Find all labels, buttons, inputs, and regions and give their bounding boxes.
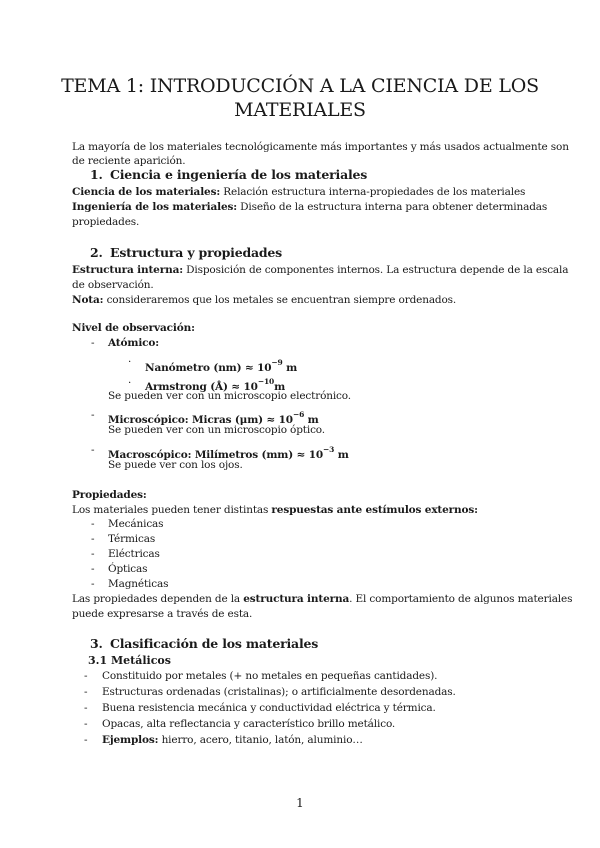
dash-bullet: - [91,444,95,456]
dash-bullet: - [91,337,95,349]
nivel-heading: Nivel de observación: [72,322,195,334]
prop-item: Mecánicas [108,518,164,530]
micro-note: Se pueden ver con un microscopio óptico. [108,424,325,436]
propiedades-end-1: Las propiedades dependen de la estructura interna. El comportamiento de algunos materiales [72,593,573,605]
prop-item: Magnéticas [108,578,169,590]
propiedades-heading: Propiedades: [72,489,147,501]
dash-bullet: - [91,563,95,575]
page-number: 1 [296,796,304,810]
dash-bullet: - [91,533,95,545]
armstrong-line: Armstrong (Å) ≈ $10^{-10}m$ [145,377,286,393]
title-line-1: TEMA 1: INTRODUCCIÓN A LA CIENCIA DE LOS [61,75,539,97]
prop-item: Térmicas [108,533,156,545]
s2-line-3: Nota: consideraremos que los metales se encuentran siempre ordenados. [72,294,457,306]
dash-bullet: - [84,670,88,682]
s1-line-1: Ciencia de los materiales: Relación estructura interna-propiedades de los materiales [72,186,526,198]
section-1-heading: Ciencia e ingeniería de los materiales [110,167,368,182]
title-line-2: MATERIALES [234,99,366,121]
dot-bullet: · [128,356,132,368]
metalicos-item: Estructuras ordenadas (cristalinas); o artificialmente desordenadas. [102,686,456,698]
dash-bullet: - [91,409,95,421]
nivel-macroscopico: Macroscópico: Milímetros $(mm) \approx 10^{-3}$ m [108,445,349,461]
section-1-number: 1. [90,167,103,182]
prop-item: Eléctricas [108,548,160,560]
metalicos-ejemplos: Ejemplos: hierro, acero, titanio, latón, aluminio… [102,734,363,746]
intro-line-2: de reciente aparición. [72,155,186,167]
s2-line-2: de observación. [72,279,154,291]
metalicos-item: Opacas, alta reflectancia y característico brillo metálico. [102,718,396,730]
dot-bullet: · [128,377,132,389]
nivel-atomico: Atómico: [108,337,159,349]
s1-line-3: propiedades. [72,216,140,228]
dash-bullet: - [84,734,88,746]
dash-bullet: - [84,718,88,730]
subsection-metalicos: 3.1 Metálicos [88,654,171,667]
s2-line-1: Estructura interna: Disposición de componentes internos. La estructura depende de la escala [72,264,569,276]
dash-bullet: - [91,578,95,590]
metalicos-item: Constituido por metales (+ no metales en pequeñas cantidades). [102,670,438,682]
nanometro-line: Nanómetro $(nm) \approx 10^{-9}$ m [145,358,298,374]
propiedades-end-2: puede expresarse a través de esta. [72,608,253,620]
propiedades-intro: Los materiales pueden tener distintas respuestas ante estímulos externos: [72,504,478,516]
dash-bullet: - [91,518,95,530]
macro-note: Se puede ver con los ojos. [108,459,243,471]
section-3-number: 3. [90,636,103,651]
dash-bullet: - [84,702,88,714]
dash-bullet: - [91,548,95,560]
nivel-microscopico: Microscópico: Micras $(\mu m) \approx 10^{-6}$ m [108,410,319,426]
metalicos-item: Buena resistencia mecánica y conductividad eléctrica y térmica. [102,702,436,714]
intro-line-1: La mayoría de los materiales tecnológicamente más importantes y más usados actualmente son [72,141,569,153]
section-2-heading: Estructura y propiedades [110,245,283,260]
section-3-heading: Clasificación de los materiales [110,636,319,651]
prop-item: Ópticas [108,563,148,575]
atomico-note: Se pueden ver con un microscopio electrónico. [108,390,351,402]
s1-line-2: Ingeniería de los materiales: Diseño de la estructura interna para obtener determinadas [72,201,548,213]
dash-bullet: - [84,686,88,698]
section-2-number: 2. [90,245,103,260]
